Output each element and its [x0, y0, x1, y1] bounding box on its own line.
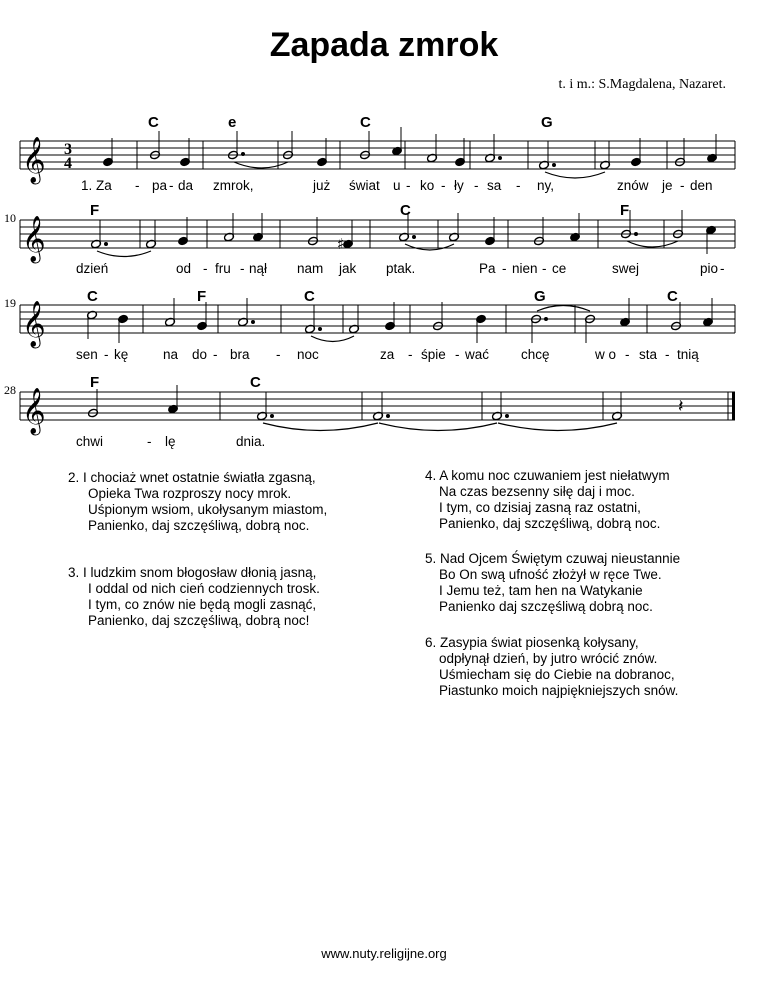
chord-symbol: C [360, 114, 371, 131]
measure-number: 28 [4, 383, 16, 397]
chord-symbol: F [197, 288, 207, 305]
stanza-line: 2. I chociaż wnet ostatnie światła zgasną, [68, 470, 316, 485]
stanza-line: I Jemu też, tam hen na Watykanie [439, 583, 643, 598]
lyric-syllable: - [680, 178, 685, 193]
lyric-syllable: - [516, 178, 521, 193]
chord-symbol: C [667, 288, 678, 305]
lyric-syllable: - [542, 261, 547, 276]
lyric-syllable: - [203, 261, 208, 276]
treble-clef-icon: 𝄞 [22, 388, 46, 434]
lyric-syllable: - [406, 178, 411, 193]
lyric-syllable: ko [420, 178, 435, 193]
lyric-syllable: lę [165, 434, 176, 449]
lyric-syllable: na [163, 347, 179, 362]
music-system-1 [0, 110, 768, 200]
lyric-syllable: znów [617, 178, 649, 193]
lyric-syllable: dnia. [236, 434, 266, 449]
lyric-syllable: nien [512, 261, 538, 276]
lyric-syllable: - [135, 178, 140, 193]
lyric-syllable: u [393, 178, 401, 193]
chord-symbol: C [400, 202, 411, 219]
lyric-syllable: 1. Za [81, 178, 112, 193]
lyric-syllable: - [502, 261, 507, 276]
stanza-line: Na czas bezsenny siłę daj i moc. [439, 484, 635, 499]
measure-number: 10 [4, 211, 16, 225]
stanza-line: Panienko daj szczęśliwą dobrą noc. [439, 599, 653, 614]
stanza-5 [425, 551, 680, 615]
stanza-line: Bo On swą ufność złożył w ręce Twe. [439, 567, 662, 582]
stanza-line: 4. A komu noc czuwaniem jest niełatwym [425, 468, 670, 483]
stanza-line: 5. Nad Ojcem Świętym czuwaj nieustannie [425, 551, 681, 566]
lyric-syllable: - [240, 261, 245, 276]
stanza-line: Panienko, daj szczęśliwą, dobrą noc! [88, 613, 310, 628]
chord-symbol: e [228, 114, 237, 131]
lyric-syllable: ce [552, 261, 567, 276]
lyric-syllable: den [690, 178, 713, 193]
stanza-line: I tym, co znów nie będą mogli zasnąć, [88, 597, 317, 612]
lyric-syllable: ły [454, 178, 464, 193]
lyric-syllable: nął [249, 261, 268, 276]
chord-symbol: C [87, 288, 98, 305]
stanza-line: Uśmiecham się do Ciebie na dobranoc, [439, 667, 675, 682]
lyric-syllable: wać [465, 347, 490, 362]
quarter-rest-icon: 𝄽 [678, 396, 684, 417]
lyric-syllable: już [313, 178, 331, 193]
lyric-syllable: tnią [677, 347, 699, 362]
lyric-syllable: - [474, 178, 479, 193]
stanza-line: 6. Zasypia świat piosenką kołysany, [425, 635, 639, 650]
stanza-line: Panienko, daj szczęśliwą, dobrą noc. [439, 516, 661, 531]
stanza-line: 3. I ludzkim snom błogosław dłonią jasną, [68, 565, 317, 580]
chord-symbol: F [90, 202, 100, 219]
lyric-syllable: nam [297, 261, 324, 276]
lyric-syllable: Pa [479, 261, 496, 276]
lyric-syllable: - [276, 347, 281, 362]
stanza-line: odpłynął dzień, by jutro wrócić znów. [439, 651, 658, 666]
lyric-syllable: śpie [421, 347, 446, 362]
author-credit: t. i m.: S.Magdalena, Nazaret. [558, 77, 726, 92]
final-barline [732, 392, 735, 420]
staff-2 [0, 198, 768, 288]
stanza-line: Piastunko moich najpiękniejszych snów. [439, 683, 679, 698]
stanza-line: Panienko, daj szczęśliwą, dobrą noc. [88, 518, 310, 533]
lyric-syllable: ny, [537, 178, 555, 193]
lyric-syllable: da [178, 178, 194, 193]
lyric-syllable: pa [152, 178, 168, 193]
lyric-syllable: chwi [76, 434, 104, 449]
lyric-syllable: - [665, 347, 670, 362]
stanza-6 [425, 635, 678, 699]
stanza-line: I tym, co dzisiaj zasną raz ostatni, [439, 500, 641, 515]
lyric-syllable: ptak. [386, 261, 416, 276]
lyric-syllable: - [720, 261, 725, 276]
lyric-syllable: sta [639, 347, 658, 362]
chord-symbol: F [90, 374, 100, 391]
lyric-syllable: noc [297, 347, 319, 362]
lyric-syllable: zmrok, [213, 178, 254, 193]
chord-symbol: C [304, 288, 315, 305]
chord-symbol: C [250, 374, 261, 391]
stanza-2 [68, 470, 327, 534]
lyric-syllable: świat [349, 178, 380, 193]
sharp-sign-icon: ♯ [337, 235, 345, 253]
lyric-syllable: od [176, 261, 192, 276]
staff-4 [0, 370, 768, 460]
treble-clef-icon: 𝄞 [22, 216, 46, 262]
stanza-4 [425, 468, 670, 532]
lyric-syllable: je [662, 178, 673, 193]
treble-clef-icon: 𝄞 [22, 137, 46, 183]
lyric-syllable: - [408, 347, 413, 362]
lyric-syllable: bra [230, 347, 250, 362]
footer-url: www.nuty.religijne.org [321, 946, 447, 961]
lyric-syllable: - [441, 178, 446, 193]
chord-symbol: G [534, 288, 546, 305]
lyric-syllable: - [625, 347, 630, 362]
music-system-4 [0, 370, 768, 460]
lyric-syllable: - [104, 347, 109, 362]
stanza-line: Opieka Twa rozproszy nocy mrok. [88, 486, 292, 501]
chord-symbol: C [148, 114, 159, 131]
lyric-syllable: - [147, 434, 152, 449]
lyric-syllable: - [455, 347, 460, 362]
lyric-syllable: - [213, 347, 218, 362]
music-system-3 [0, 284, 768, 374]
lyric-syllable: sa [487, 178, 502, 193]
treble-clef-icon: 𝄞 [22, 301, 46, 347]
lyric-syllable: do [192, 347, 208, 362]
song-title: Zapada zmrok [269, 26, 499, 64]
time-signature-bottom: 4 [64, 155, 72, 172]
lyric-syllable: pio [700, 261, 719, 276]
lyric-syllable: swej [612, 261, 640, 276]
chord-symbol: F [620, 202, 630, 219]
lyric-syllable: dzień [76, 261, 109, 276]
lyric-syllable: chcę [521, 347, 550, 362]
lyric-syllable: za [380, 347, 395, 362]
time-signature-top: 3 [64, 141, 72, 158]
lyric-syllable: fru [215, 261, 231, 276]
measure-number: 19 [4, 296, 16, 310]
lyric-syllable: - [169, 178, 174, 193]
lyric-syllable: jak [339, 261, 357, 276]
stanza-line: Uśpionym wsiom, ukołysanym miastom, [88, 502, 328, 517]
lyric-syllable: w o [595, 347, 617, 362]
stanza-3 [68, 565, 320, 629]
lyric-syllable: kę [114, 347, 129, 362]
music-system-2 [0, 198, 768, 288]
stanza-line: I oddal od nich cień codziennych trosk. [88, 581, 320, 596]
staff-1 [0, 110, 768, 200]
chord-symbol: G [541, 114, 553, 131]
lyric-syllable: sen [76, 347, 98, 362]
